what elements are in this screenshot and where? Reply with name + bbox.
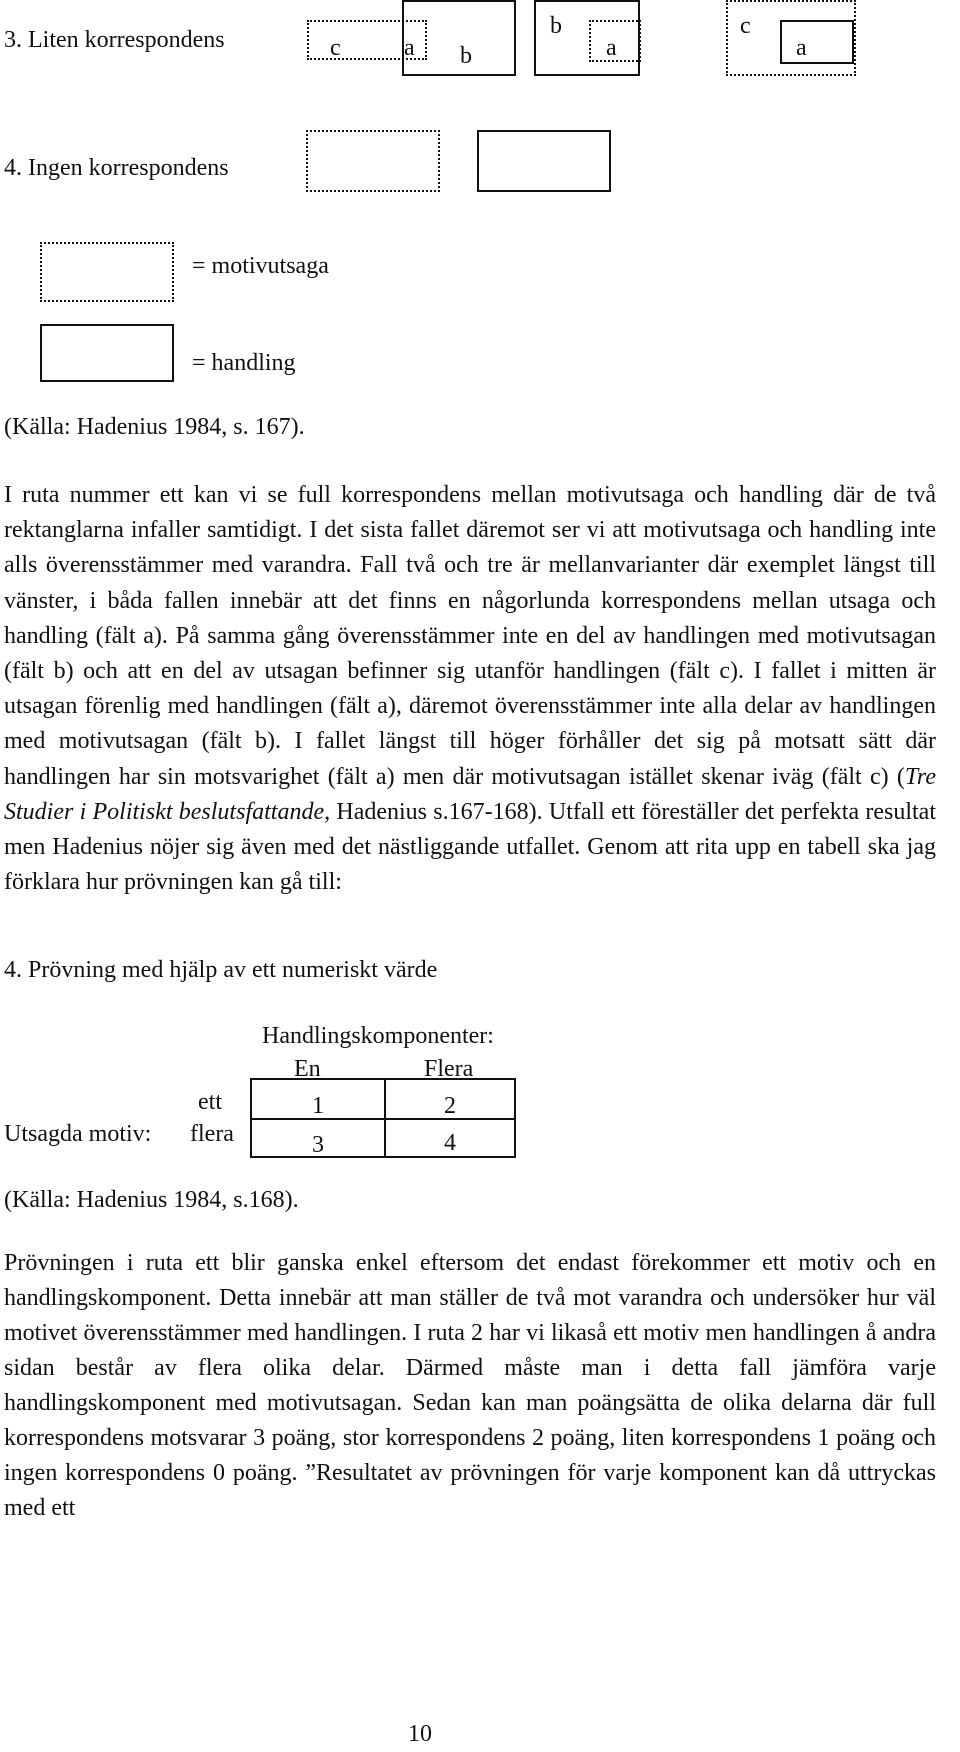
heading-ingen-korrespondens: 4. Ingen korrespondens (4, 155, 229, 181)
field-label-c: c (740, 13, 751, 39)
column-header-en: En (294, 1056, 321, 1082)
field-label-c: c (330, 35, 341, 61)
table-cell: 4 (384, 1118, 516, 1158)
body-paragraph: Prövningen i ruta ett blir ganska enkel eftersom det endast förekommer ett motiv och en handlingskomponent. Detta innebär att man ställer de två mot varandra och undersöker hur väl motivet överensstämmer med handlingen. I ruta 2 har vi likaså ett motiv men handlingen å andra sidan består av flera olika delar. Därmed måste man i detta fall jämföra varje handlingskomponent med motivutsagan. Sedan kan man poängsätta de olika delarna där full korrespondens motsvarar 3 poäng, stor korrespondens 2 poäng, liten korrespondens 1 poäng och ingen korrespondens 0 poäng. ”Resultatet av prövningen för varje komponent kan då uttryckas med ett (4, 1250, 936, 1521)
legend-handling-swatch (40, 324, 174, 382)
book-title: Tre Studier i Politiskt beslutsfattande, (4, 763, 936, 825)
column-header-flera: Flera (424, 1056, 474, 1082)
table-cell: 1 (250, 1078, 386, 1120)
paragraph-text: Hadenius s.167-168). Utfall ett föreställer det perfekta resultat men Hadenius nöjer sig även med det nästliggande utfallet. Genom att rita upp en tabell ska jag förklara hur prövningen kan gå till: (4, 798, 936, 896)
handling-box (402, 0, 516, 76)
field-label-b: b (550, 13, 562, 39)
field-label-b: b (460, 43, 472, 69)
table-cell: 3 (250, 1118, 386, 1158)
field-label-a: a (796, 35, 807, 61)
source-citation: (Källa: Hadenius 1984, s.168). (4, 1187, 299, 1213)
motivutsaga-box (306, 130, 440, 192)
row-header-flera: flera (190, 1121, 234, 1147)
handling-box (477, 130, 611, 192)
field-label-a: a (404, 35, 415, 61)
legend-handling-label: = handling (192, 350, 296, 376)
row-header-ett: ett (198, 1089, 222, 1115)
heading-liten-korrespondens: 3. Liten korrespondens (4, 27, 225, 53)
legend-motivutsaga-swatch (40, 242, 174, 302)
legend-motivutsaga-label: = motivutsaga (192, 253, 329, 279)
body-paragraph (4, 478, 936, 900)
handling-box (780, 20, 854, 64)
paragraph-text: I ruta nummer ett kan vi se full korrespondens mellan motivutsaga och handling där de två rektanglarna infaller samtidigt. I det sista fallet däremot ser vi att motivutsaga och handling inte alls överensstämmer med varandra. Fall två och tre är mellanvarianter där exemplet längst till vänster, i båda fallen innebär att det finns en någorlunda korrespondens mellan utsaga och handling (fält a). På samma gång överensstämmer inte en del av handlingen med motivutsagan (fält b) och att en del av utsagan befinner sig utanför handlingen (fält c). I fallet i mitten är utsagan förenlig med handlingen (fält a), däremot överensstämmer inte alla delar av handlingen med motivutsagan (fält b). I fallet längst till höger förhåller det sig på motsatt sätt där handlingen har sin motsvarighet (fält a) men där motivutsagan istället skenar iväg (fält c) ( (4, 482, 936, 790)
table-cell: 2 (384, 1078, 516, 1120)
source-citation: (Källa: Hadenius 1984, s. 167). (4, 414, 305, 440)
row-group-label: Utsagda motiv: (4, 1121, 152, 1147)
page-number: 10 (408, 1721, 432, 1747)
field-label-a: a (606, 35, 617, 61)
heading-provning: 4. Prövning med hjälp av ett numeriskt värde (4, 957, 438, 983)
table-header: Handlingskomponenter: (262, 1023, 494, 1049)
